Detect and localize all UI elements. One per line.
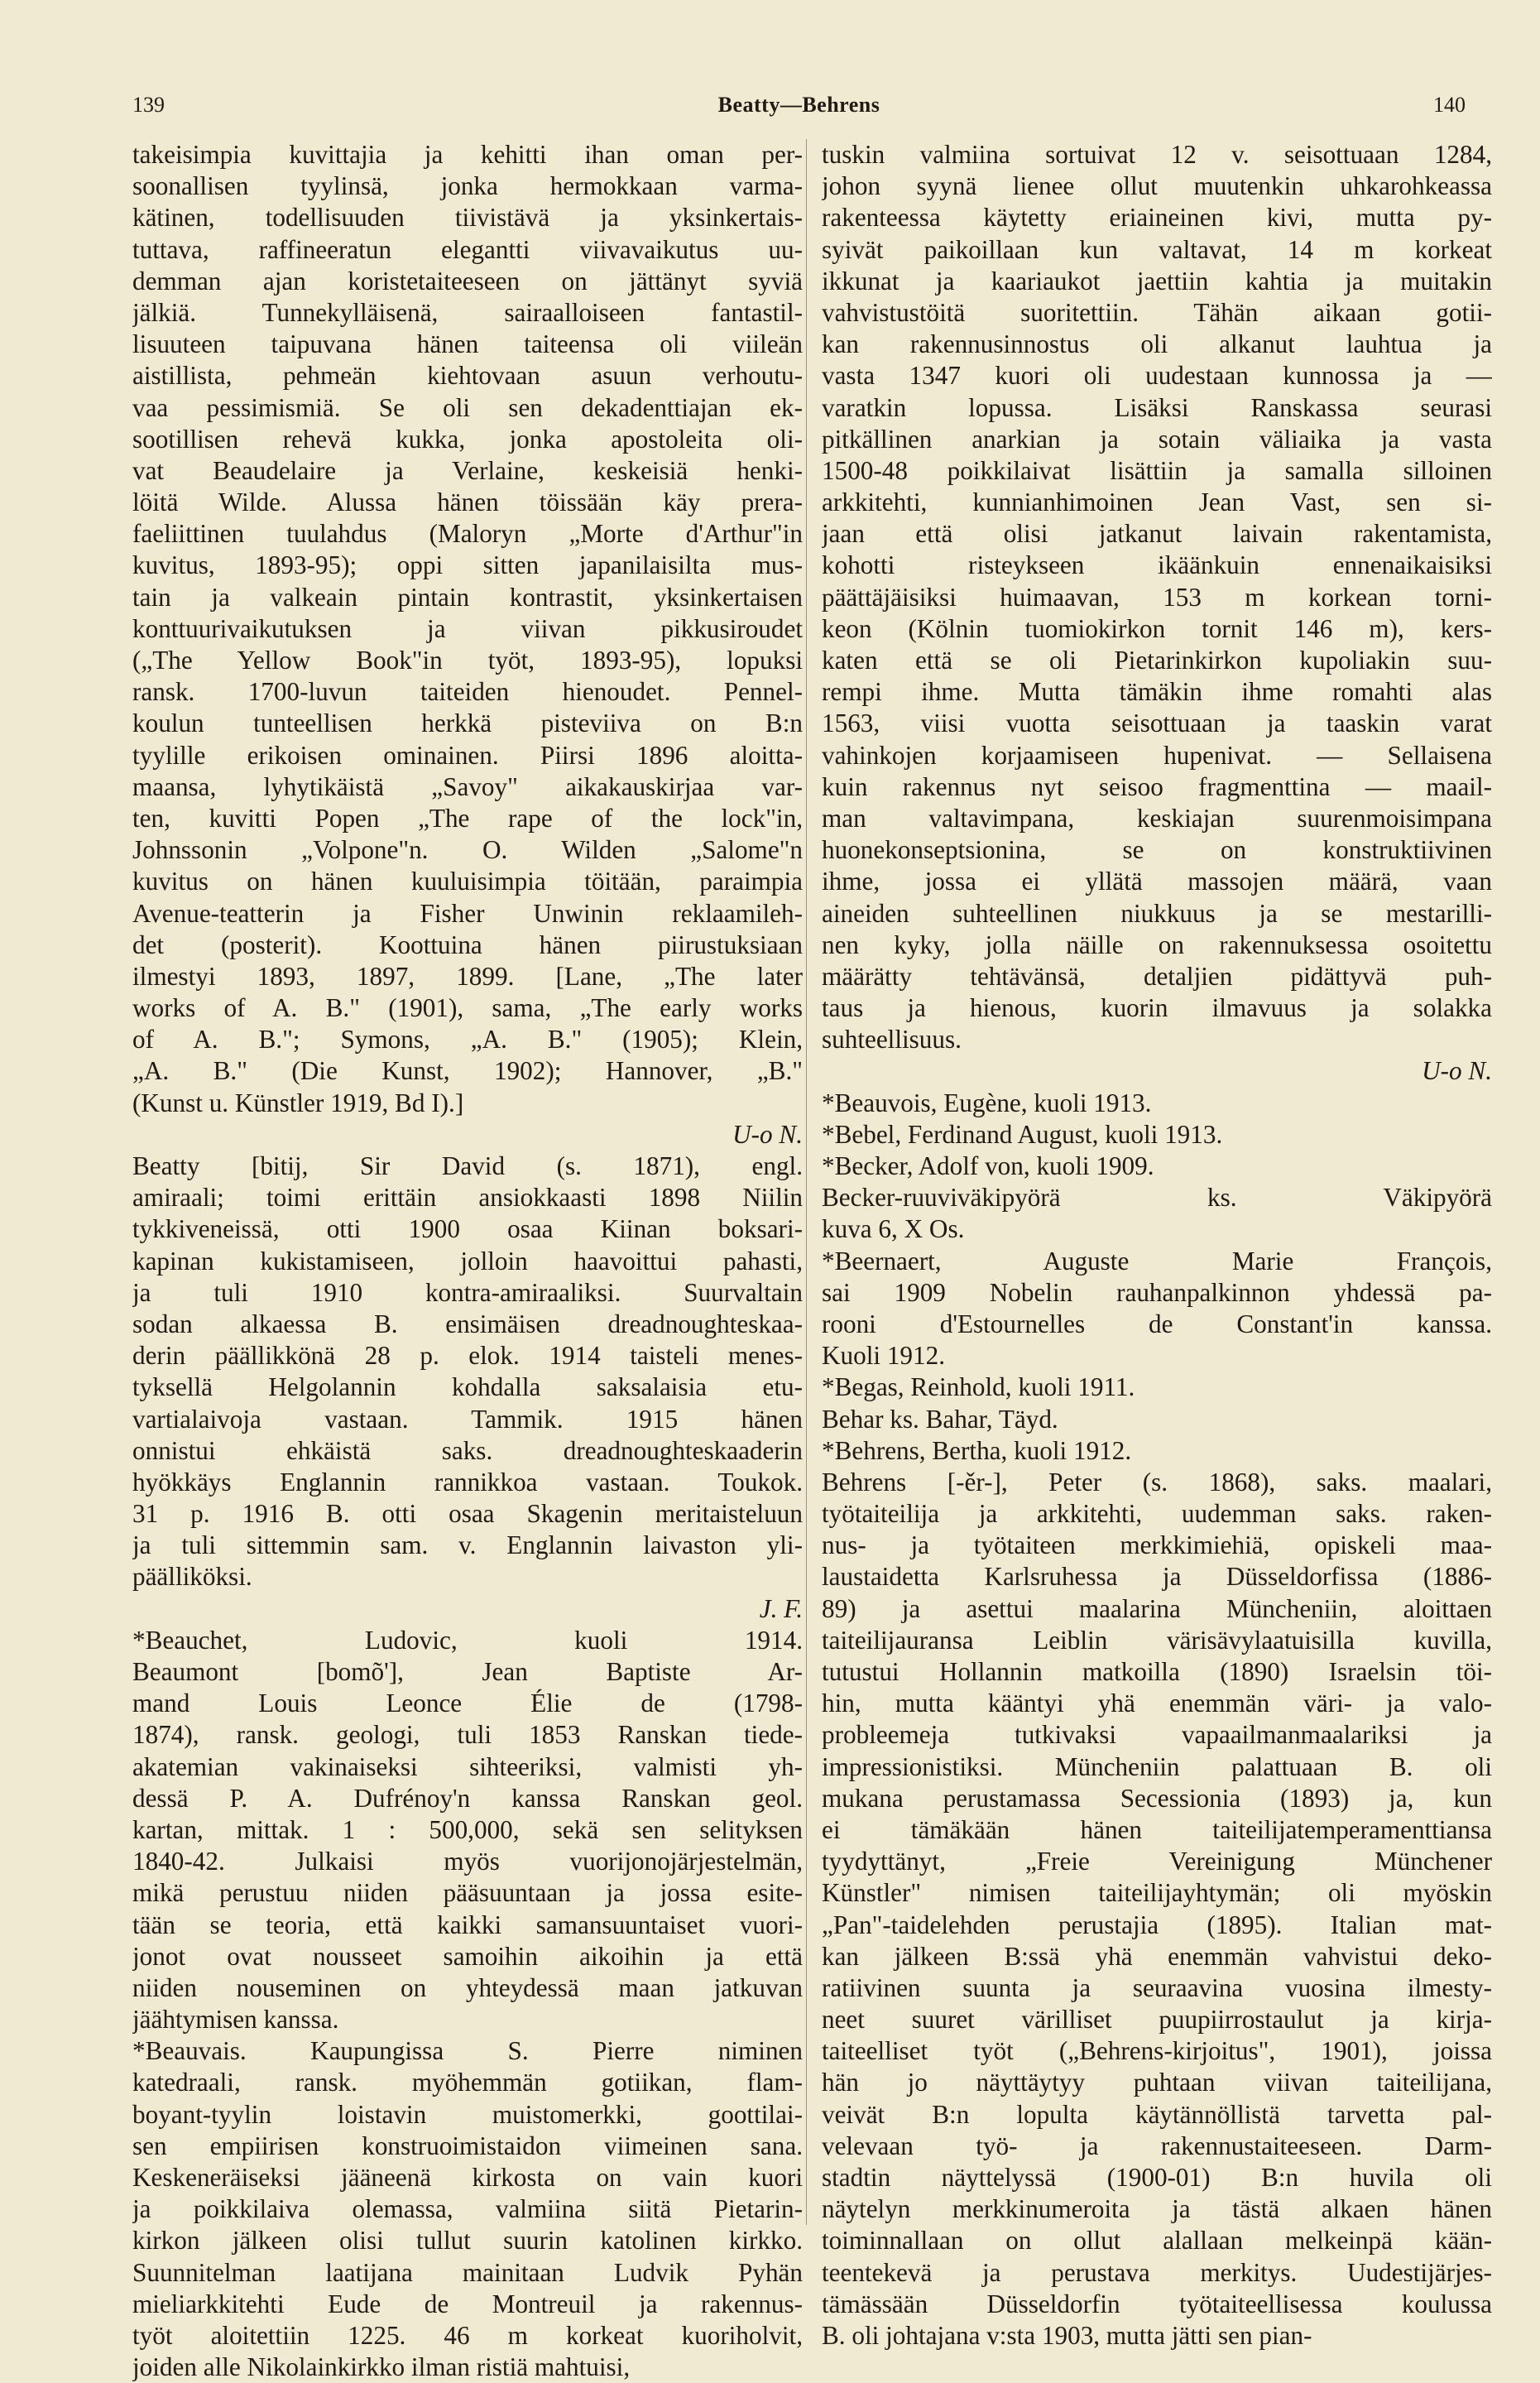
- text-line: neet suuret värilliset puupiirrostaulut ja kirja-: [822, 2005, 1492, 2035]
- text-line: tain ja valkeain pintain kontrastit, yksinkertaisen: [132, 582, 803, 612]
- text-line: 1840-42. Julkaisi myös vuorijonojärjestelmän,: [132, 1847, 803, 1876]
- text-line: det (posterit). Koottuina hänen piirustuksiaan: [132, 930, 803, 959]
- text-line: hin, mutta kääntyi yhä enemmän väri- ja valo-: [822, 1689, 1492, 1718]
- text-line: ja tuli 1910 kontra-amiraaliksi. Suurvaltain: [132, 1277, 803, 1307]
- text-line: tyksellä Helgolannin kohdalla saksalaisia etu-: [132, 1372, 803, 1402]
- text-line: Behar ks. Bahar, Täyd.: [822, 1404, 1058, 1434]
- text-line: arkkitehti, kunnianhimoinen Jean Vast, sen si-: [822, 488, 1492, 517]
- text-line: aineiden suhteellinen niukkuus ja se mestarilli-: [822, 898, 1492, 928]
- text-line: kuvitus, 1893-95); oppi sitten japanilaisilta mus-: [132, 550, 803, 580]
- text-line: aistillista, pehmeän kiehtovaan asuun verhoutu-: [132, 361, 803, 391]
- text-line: faeliittinen tuulahdus (Maloryn „Morte d'Arthur"in: [132, 519, 803, 549]
- right-column: [822, 139, 1492, 2352]
- text-line: jaan että olisi jatkanut laivain rakentamista,: [822, 519, 1492, 549]
- text-line: joiden alle Nikolainkirkko ilman ristiä mahtuisi,: [132, 2352, 631, 2382]
- text-line: *Beauchet, Ludovic, kuoli 1914.: [132, 1625, 803, 1655]
- text-line: jonot ovat nousseet samoihin aikoihin ja että: [132, 1941, 803, 1971]
- text-line: vartialaivoja vastaan. Tammik. 1915 hänen: [132, 1404, 803, 1434]
- text-line: ten, kuvitti Popen „The rape of the lock"in,: [132, 803, 803, 833]
- text-line: 1563, viisi vuotta seisottuaan ja taaskin varat: [822, 709, 1492, 738]
- text-line: impressionistiksi. Müncheniin palattuaan B. oli: [822, 1751, 1492, 1781]
- text-line: Avenue-teatterin ja Fisher Unwinin reklaamileh-: [132, 898, 803, 928]
- text-line: mand Louis Leonce Élie de (1798-: [132, 1689, 803, 1718]
- text-line: kuin rakennus nyt seisoo fragmenttina — maail-: [822, 771, 1492, 801]
- text-line: ikkunat ja kaariaukot jaettiin kahtia ja muitakin: [822, 266, 1492, 295]
- text-line: päälliköksi.: [132, 1562, 252, 1592]
- text-line: ihme, jossa ei yllätä massojen määrä, vaan: [822, 867, 1492, 896]
- text-line: U-o N.: [732, 1119, 803, 1149]
- page-number-left: 139: [132, 93, 165, 117]
- text-line: määrätty tehtävänsä, detaljien pidättyvä puh-: [822, 961, 1492, 991]
- text-line: mukana perustamassa Secessionia (1893) ja, kun: [822, 1783, 1492, 1813]
- text-line: kohotti risteykseen ikäänkuin ennenaikaisiksi: [822, 550, 1492, 580]
- text-line: mieliarkkitehti Eude de Montreuil ja rakennus-: [132, 2289, 803, 2318]
- text-line: probleemeja tutkivaksi vapaailmanmaalariksi ja: [822, 1720, 1492, 1750]
- text-line: löitä Wilde. Alussa hänen töissään käy prera-: [132, 488, 803, 517]
- text-line: Becker-ruuviväkipyörä ks. Väkipyörä: [822, 1183, 1492, 1213]
- text-line: takeisimpia kuvittajia ja kehitti ihan oman per-: [132, 140, 803, 169]
- text-line: onnistui ehkäistä saks. dreadnoughteskaaderin: [132, 1435, 803, 1465]
- page-number-right: 140: [1433, 93, 1466, 117]
- text-line: „A. B." (Die Kunst, 1902); Hannover, „B.": [132, 1056, 803, 1086]
- text-line: boyant-tyylin loistavin muistomerkki, goottilai-: [132, 2099, 803, 2129]
- text-line: tuttava, raffineeratun elegantti viivavaikutus uu-: [132, 234, 803, 264]
- text-line: *Beernaert, Auguste Marie François,: [822, 1246, 1492, 1276]
- text-line: sen empiirisen konstruoimistaidon viimeinen sana.: [132, 2131, 803, 2160]
- text-line: kuva 6, X Os.: [822, 1214, 965, 1244]
- text-line: („The Yellow Book"in työt, 1893-95), lopuksi: [132, 646, 803, 675]
- text-line: nen kyky, jolla näille on rakennuksessa osoitettu: [822, 930, 1492, 959]
- text-line: kan jälkeen B:ssä yhä enemmän vahvistui deko-: [822, 1941, 1492, 1971]
- text-line: johon syynä lienee ollut muutenkin uhkarohkeassa: [822, 171, 1492, 201]
- column-divider: [806, 139, 807, 2225]
- text-line: mikä perustuu niiden pääsuuntaan ja jossa esite-: [132, 1878, 803, 1908]
- text-line: veivät B:n lopulta käytännöllistä tarvetta pal-: [822, 2099, 1492, 2129]
- text-line: *Beauvois, Eugène, kuoli 1913.: [822, 1088, 1152, 1117]
- text-line: 89) ja asettui maalarina Müncheniin, aloittaen: [822, 1593, 1492, 1623]
- text-line: jälkiä. Tunnekylläisenä, sairaalloiseen fantastil-: [132, 297, 803, 327]
- text-line: stadtin näyttelyssä (1900-01) B:n huvila oli: [822, 2163, 1492, 2192]
- text-line: kapinan kukistamiseen, jolloin haavoittui pahasti,: [132, 1246, 803, 1276]
- text-line: taiteelliset työt („Behrens-kirjoitus", 1901), joissa: [822, 2036, 1492, 2066]
- text-line: tyylille erikoisen ominainen. Piirsi 1896 aloitta-: [132, 740, 803, 770]
- text-line: kartan, mittak. 1 : 500,000, sekä sen selityksen: [132, 1814, 803, 1844]
- text-line: maansa, lyhytikäistä „Savoy" aikakauskirjaa var-: [132, 771, 803, 801]
- text-line: Behrens [-ěr-], Peter (s. 1868), saks. maalari,: [822, 1467, 1492, 1497]
- text-line: sai 1909 Nobelin rauhanpalkinnon yhdessä pa-: [822, 1277, 1492, 1307]
- text-line: hyökkäys Englannin rannikkoa vastaan. Toukok.: [132, 1467, 803, 1497]
- text-line: kirkon jälkeen olisi tullut suurin katolinen kirkko.: [132, 2226, 803, 2256]
- text-line: näytelyn merkkinumeroita ja tästä alkaen hänen: [822, 2194, 1492, 2224]
- text-line: rakenteessa käytetty eriaineinen kivi, mutta py-: [822, 203, 1492, 233]
- text-line: *Behrens, Bertha, kuoli 1912.: [822, 1435, 1132, 1465]
- text-line: vahinkojen korjaamiseen hupenivat. — Sellaisena: [822, 740, 1492, 770]
- text-line: vaa pessimismiä. Se oli sen dekadenttiajan ek-: [132, 392, 803, 422]
- text-line: B. oli johtajana v:sta 1903, mutta jätti sen pian-: [822, 2320, 1312, 2350]
- text-line: akatemian vakinaiseksi sihteeriksi, valmisti yh-: [132, 1751, 803, 1781]
- text-line: varatkin lopussa. Lisäksi Ranskassa seurasi: [822, 392, 1492, 422]
- text-line: Künstler" nimisen taiteilijayhtymän; oli myöskin: [822, 1878, 1492, 1908]
- text-line: ilmestyi 1893, 1897, 1899. [Lane, „The later: [132, 961, 803, 991]
- running-title: Beatty—Behrens: [717, 93, 880, 117]
- text-line: jäähtymisen kanssa.: [132, 2005, 339, 2035]
- left-column: [132, 139, 803, 2383]
- text-line: suhteellisuus.: [822, 1025, 962, 1055]
- text-line: taus ja hienous, kuorin ilmavuus ja solakka: [822, 993, 1492, 1023]
- text-line: soonallisen tyylinsä, jonka hermokkaan varma-: [132, 171, 803, 201]
- text-line: taiteilijauransa Leiblin värisävylaatuisilla kuvilla,: [822, 1625, 1492, 1655]
- text-line: Kuoli 1912.: [822, 1341, 946, 1371]
- text-line: tämässään Düsseldorfin työtaiteellisessa koulussa: [822, 2289, 1492, 2318]
- text-line: tään se teoria, että kaikki samansuuntaiset vuori-: [132, 1910, 803, 1939]
- text-line: 31 p. 1916 B. otti osaa Skagenin meritaisteluun: [132, 1499, 803, 1529]
- text-line: ja tuli sittemmin sam. v. Englannin laivaston yli-: [132, 1530, 803, 1560]
- text-line: tuskin valmiina sortuivat 12 v. seisottuaan 1284,: [822, 140, 1492, 169]
- text-line: 1874), ransk. geologi, tuli 1853 Ranskan tiede-: [132, 1720, 803, 1750]
- text-line: U-o N.: [1422, 1056, 1492, 1086]
- text-line: of A. B."; Symons, „A. B." (1905); Klein,: [132, 1025, 803, 1055]
- text-line: J. F.: [759, 1593, 803, 1623]
- text-line: kan rakennusinnostus oli alkanut lauhtua ja: [822, 329, 1492, 359]
- text-line: katen että se oli Pietarinkirkon kupoliakin suu-: [822, 646, 1492, 675]
- text-line: koulun tunteellisen herkkä pisteviiva on B:n: [132, 709, 803, 738]
- text-line: works of A. B." (1901), sama, „The early works: [132, 993, 803, 1023]
- text-line: laustaidetta Karlsruhessa ja Düsseldorfissa (1886-: [822, 1562, 1492, 1592]
- text-line: derin päällikkönä 28 p. elok. 1914 taisteli menes-: [132, 1341, 803, 1371]
- text-line: lisuuteen taipuvana hänen taiteensa oli viileän: [132, 329, 803, 359]
- text-line: dessä P. A. Dufrénoy'n kanssa Ranskan geol.: [132, 1783, 803, 1813]
- text-line: velevaan työ- ja rakennustaiteeseen. Darm-: [822, 2131, 1492, 2160]
- text-line: Suunnitelman laatijana mainitaan Ludvik Pyhän: [132, 2257, 803, 2287]
- text-line: Beatty [bitij, Sir David (s. 1871), engl.: [132, 1151, 803, 1180]
- text-line: vat Beaudelaire ja Verlaine, keskeisiä henki-: [132, 455, 803, 485]
- text-line: työtaiteilija ja arkkitehti, uudemman saks. raken-: [822, 1499, 1492, 1529]
- text-line: toiminnallaan on ollut alallaan melkeinpä kään-: [822, 2226, 1492, 2256]
- text-line: tutustui Hollannin matkoilla (1890) Israelsin töi-: [822, 1657, 1492, 1686]
- text-line: kätinen, todellisuuden tiivistävä ja yksinkertais-: [132, 203, 803, 233]
- text-line: *Beauvais. Kaupungissa S. Pierre niminen: [132, 2036, 803, 2066]
- text-line: sootillisen rehevä kukka, jonka apostoleita oli-: [132, 424, 803, 454]
- text-line: pitkällinen anarkian ja sotain väliaika ja vasta: [822, 424, 1492, 454]
- text-line: syivät paikoillaan kun valtavat, 14 m korkeat: [822, 234, 1492, 264]
- text-line: „Pan"-taidelehden perustajia (1895). Italian mat-: [822, 1910, 1492, 1939]
- text-line: amiraali; toimi erittäin ansiokkaasti 1898 Niilin: [132, 1183, 803, 1213]
- text-line: *Bebel, Ferdinand August, kuoli 1913.: [822, 1119, 1223, 1149]
- text-line: keon (Kölnin tuomiokirkon tornit 146 m), kers-: [822, 613, 1492, 643]
- text-line: rooni d'Estournelles de Constant'in kanssa.: [822, 1309, 1492, 1338]
- text-line: *Begas, Reinhold, kuoli 1911.: [822, 1372, 1135, 1402]
- text-line: työt aloitettiin 1225. 46 m korkeat kuoriholvit,: [132, 2320, 803, 2350]
- text-line: vasta 1347 kuori oli uudestaan kunnossa ja —: [822, 361, 1492, 391]
- text-line: päättäjäisiksi huimaavan, 153 m korkean torni-: [822, 582, 1492, 612]
- text-line: hän jo näyttäytyy puhtaan viivan taiteilijana,: [822, 2068, 1492, 2097]
- text-line: ratiivinen suunta ja seuraavina vuosina ilmesty-: [822, 1972, 1492, 2002]
- text-line: Johnssonin „Volpone"n. O. Wilden „Salome"n: [132, 835, 803, 865]
- text-line: ja poikkilaiva olemassa, valmiina siitä Pietarin-: [132, 2194, 803, 2224]
- text-line: huonekonseptsionina, se on konstruktiivinen: [822, 835, 1492, 865]
- text-line: ei tämäkään hänen taiteilijatemperamenttiansa: [822, 1814, 1492, 1844]
- text-line: nus- ja työtaiteen merkkimiehiä, opiskeli maa-: [822, 1530, 1492, 1560]
- text-line: vahvistustöitä suoritettiin. Tähän aikaan gotii-: [822, 297, 1492, 327]
- text-line: tykkiveneissä, otti 1900 osaa Kiinan boksari-: [132, 1214, 803, 1244]
- text-line: konttuurivaikutuksen ja viivan pikkusiroudet: [132, 613, 803, 643]
- text-line: niiden nouseminen on yhteydessä maan jatkuvan: [132, 1972, 803, 2002]
- text-line: Keskeneräiseksi jääneenä kirkosta on vain kuori: [132, 2163, 803, 2192]
- text-line: tyydyttänyt, „Freie Vereinigung Münchener: [822, 1847, 1492, 1876]
- text-line: Beaumont [bomõ'], Jean Baptiste Ar-: [132, 1657, 803, 1686]
- text-line: demman ajan koristetaiteeseen on jättänyt syviä: [132, 266, 803, 295]
- text-line: sodan alkaessa B. ensimäisen dreadnoughteskaa-: [132, 1309, 803, 1338]
- text-line: teentekevä ja perustava merkitys. Uudestijärjes-: [822, 2257, 1492, 2287]
- page-header: [132, 93, 1466, 126]
- text-line: (Kunst u. Künstler 1919, Bd I).]: [132, 1088, 464, 1117]
- text-line: katedraali, ransk. myöhemmän gotiikan, flam-: [132, 2068, 803, 2097]
- text-line: ransk. 1700-luvun taiteiden hienoudet. Pennel-: [132, 677, 803, 707]
- text-line: kuvitus on hänen kuuluisimpia töitään, paraimpia: [132, 867, 803, 896]
- text-line: 1500-48 poikkilaivat lisättiin ja samalla silloinen: [822, 455, 1492, 485]
- text-line: man valtavimpana, keskiajan suurenmoisimpana: [822, 803, 1492, 833]
- text-line: rempi ihme. Mutta tämäkin ihme romahti alas: [822, 677, 1492, 707]
- text-line: *Becker, Adolf von, kuoli 1909.: [822, 1151, 1154, 1180]
